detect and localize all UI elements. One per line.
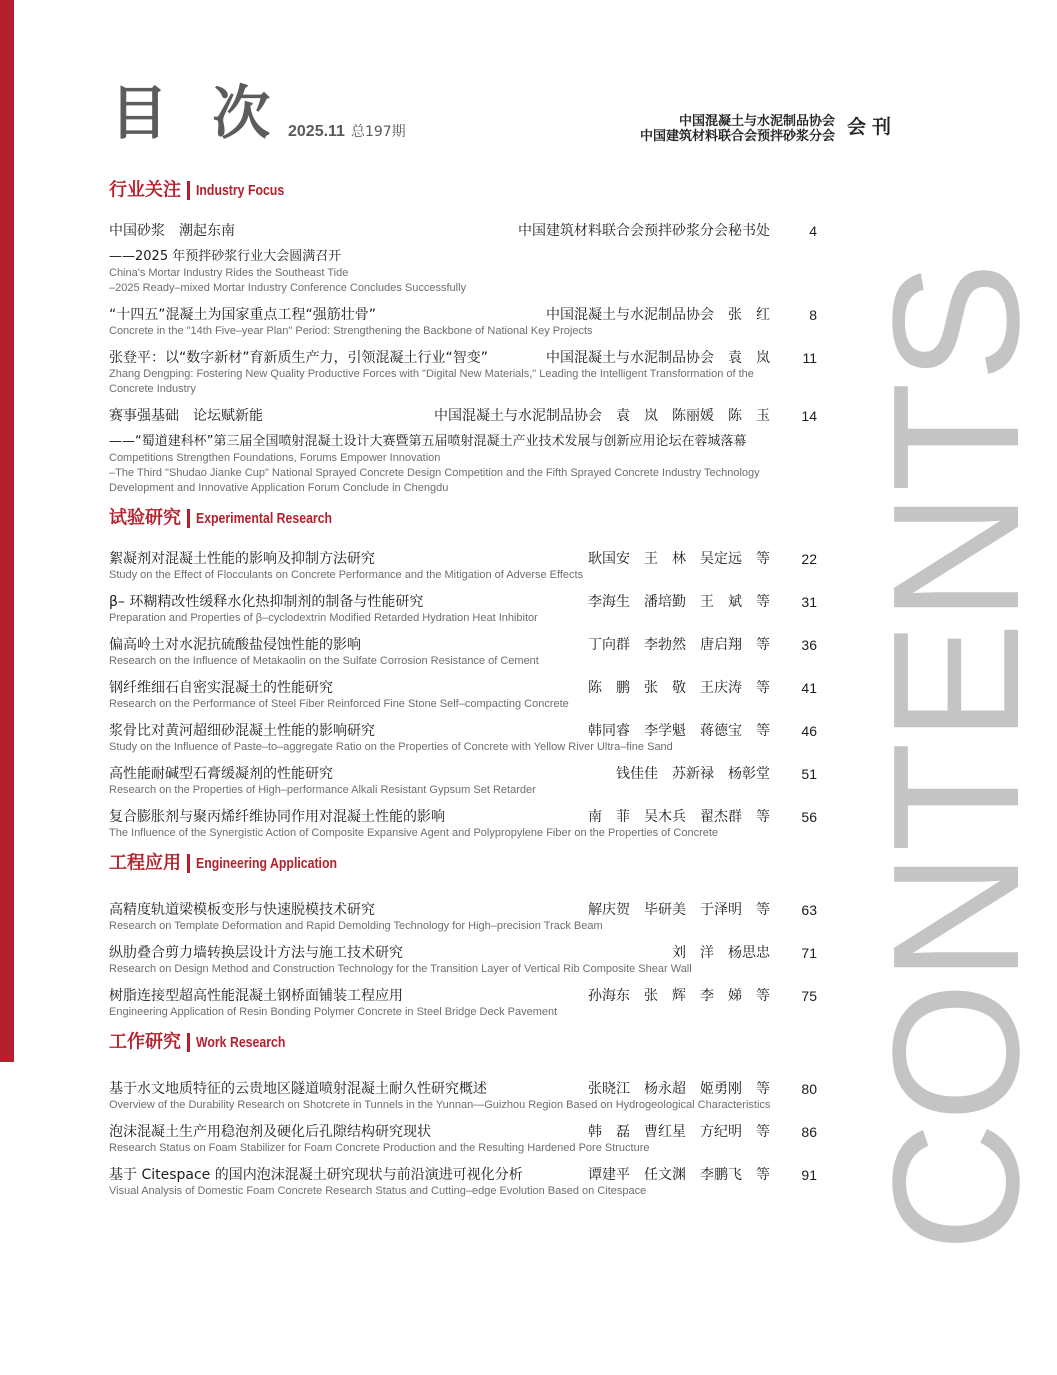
- article-title-row: [109, 1166, 817, 1184]
- publisher-line: 中国混凝土与水泥制品协会: [678, 113, 835, 128]
- article-title: 泡沫混凝土生产用稳泡剂及硬化后孔隙结构研究现状: [109, 1124, 431, 1140]
- article-authors: 中国混凝土与水泥制品协会 袁 岚 陈丽媛 陈 玉: [434, 408, 770, 424]
- article-title: 纵肋叠合剪力墙转换层设计方法与施工技术研究: [109, 945, 403, 961]
- article-entry: [109, 349, 817, 397]
- article-authors: 刘 洋 杨思忠: [672, 945, 770, 961]
- article-page-number: 41: [801, 680, 817, 696]
- article-title-en: Research on Design Method and Construction Technology for the Transition Layer of Vertical Rib Composite Shear Wall: [109, 963, 692, 975]
- article-title-en: The Influence of the Synergistic Action of Composite Expansive Agent and Polypropylene Fiber on the Properties of Concrete: [109, 827, 719, 839]
- article-page-number: 22: [801, 551, 817, 567]
- section-title-cn: 工作研究: [109, 1031, 181, 1053]
- article-page-number: 71: [801, 945, 817, 961]
- article-title-en: Visual Analysis of Domestic Foam Concrete Research Status and Cutting–edge Evolution Based on Citespace: [109, 1185, 647, 1197]
- toc-section: [109, 851, 817, 1020]
- article-title-row: [109, 987, 817, 1005]
- article-authors: 耿国安 王 林 吴定远 等: [588, 551, 770, 567]
- section-title-cn: 行业关注: [109, 179, 181, 201]
- section-divider: [187, 854, 190, 873]
- article-entry: [109, 901, 817, 934]
- article-entry: [109, 550, 817, 583]
- article-entry: [109, 1166, 817, 1199]
- article-page-number: 11: [802, 350, 817, 366]
- article-page-number: 31: [801, 594, 817, 610]
- issue-info: [288, 121, 406, 142]
- table-of-contents: [109, 178, 817, 1209]
- article-authors: 中国混凝土与水泥制品协会 袁 岚: [546, 350, 770, 366]
- issue-date: 2025.11: [288, 123, 345, 140]
- article-authors: 中国建筑材料联合会预拌砂浆分会秘书处: [518, 223, 770, 239]
- article-page-number: 86: [801, 1124, 817, 1140]
- article-authors: 孙海东 张 辉 李 娣 等: [588, 988, 770, 1004]
- article-title-row: [109, 1080, 817, 1098]
- article-title-row: [109, 808, 817, 826]
- article-title: 复合膨胀剂与聚丙烯纤维协同作用对混凝土性能的影响: [109, 809, 445, 825]
- article-title-row: [109, 349, 817, 367]
- article-title-row: [109, 222, 817, 240]
- article-authors: 韩同睿 李学魁 蒋德宝 等: [588, 723, 770, 739]
- article-title-row: [109, 593, 817, 611]
- article-page-number: 75: [801, 988, 817, 1004]
- article-title-row: [109, 1123, 817, 1141]
- article-title: 絮凝剂对混凝土性能的影响及抑制方法研究: [109, 551, 375, 567]
- article-title: 张登平：以“数字新材”育新质生产力，引领混凝土行业“智变”: [109, 350, 489, 366]
- article-title: 基于 Citespace 的国内泡沫混凝土研究现状与前沿演进可视化分析: [109, 1167, 523, 1183]
- article-entry: [109, 944, 817, 977]
- article-entry: [109, 636, 817, 669]
- section-title-en: Engineering Application: [196, 854, 338, 872]
- article-entry: [109, 222, 817, 296]
- article-entry: [109, 593, 817, 626]
- section-heading: [109, 1030, 817, 1054]
- article-title-en: Research on the Influence of Metakaolin on the Sulfate Corrosion Resistance of Cement: [109, 655, 539, 667]
- section-title-en: Experimental Research: [196, 509, 333, 527]
- article-title-row: [109, 765, 817, 783]
- section-divider: [187, 509, 190, 528]
- article-entry: [109, 987, 817, 1020]
- article-title: 基于水文地质特征的云贵地区隧道喷射混凝土耐久性研究概述: [109, 1081, 487, 1097]
- issue-number: 总197期: [350, 124, 406, 140]
- article-title-en: Research on the Performance of Steel Fiber Reinforced Fine Stone Self–compacting Concrete: [109, 698, 569, 710]
- article-title-en: Concrete in the "14th Five–year Plan" Period: Strengthening the Backbone of National Key Projects: [109, 325, 593, 337]
- article-title-row: [109, 550, 817, 568]
- section-title-en: Industry Focus: [196, 181, 285, 199]
- article-title: “十四五”混凝土为国家重点工程“强筋壮骨”: [109, 307, 377, 323]
- article-title-en: Study on the Influence of Paste–to–aggregate Ratio on the Properties of Concrete with Yellow River Ultra–fine Sand: [109, 741, 673, 753]
- section-divider: [187, 181, 190, 200]
- article-title-en: Preparation and Properties of β–cyclodextrin Modified Retarded Hydration Heat Inhibitor: [109, 612, 538, 624]
- article-title-row: [109, 636, 817, 654]
- article-title: β– 环糊精改性缓释水化热抑制剂的制备与性能研究: [109, 594, 424, 610]
- article-page-number: 8: [809, 307, 817, 323]
- article-title: 浆骨比对黄河超细砂混凝土性能的影响研究: [109, 723, 375, 739]
- article-title-row: [109, 944, 817, 962]
- article-page-number: 91: [801, 1167, 817, 1183]
- article-authors: 钱佳佳 苏新禄 杨彰堂: [616, 766, 770, 782]
- article-entry: [109, 808, 817, 841]
- article-entry: [109, 407, 817, 496]
- contents-title: 目 次: [110, 79, 283, 147]
- article-page-number: 63: [801, 902, 817, 918]
- article-page-number: 80: [801, 1081, 817, 1097]
- article-page-number: 4: [809, 223, 817, 239]
- article-page-number: 36: [801, 637, 817, 653]
- section-heading: [109, 178, 817, 202]
- article-page-number: 51: [801, 766, 817, 782]
- section-title-cn: 工程应用: [109, 852, 181, 874]
- section-title-cn: 试验研究: [109, 507, 181, 529]
- article-authors: 张晓江 杨永超 姬勇刚 等: [588, 1081, 770, 1097]
- article-title-en: Concrete Industry: [109, 383, 196, 395]
- toc-section: [109, 178, 817, 496]
- article-title-en: –2025 Ready–mixed Mortar Industry Conference Concludes Successfully: [109, 282, 467, 294]
- article-authors: 中国混凝土与水泥制品协会 张 红: [546, 307, 770, 323]
- article-title-row: [109, 306, 817, 324]
- section-heading: [109, 851, 817, 875]
- article-entry: [109, 722, 817, 755]
- article-entry: [109, 306, 817, 339]
- article-title-row: [109, 722, 817, 740]
- article-entry: [109, 679, 817, 712]
- article-authors: 陈 鹏 张 敬 王庆涛 等: [588, 680, 770, 696]
- article-title-en: China's Mortar Industry Rides the Southeast Tide: [109, 267, 349, 279]
- article-authors: 谭建平 任文渊 李鹏飞 等: [588, 1167, 770, 1183]
- article-title-en: –The Third "Shudao Jianke Cup" National Sprayed Concrete Design Competition and the Fifth Sprayed Concrete Industry Technology: [109, 467, 760, 479]
- toc-section: [109, 506, 817, 841]
- article-subtitle: ——“蜀道建科杯”第三届全国喷射混凝土设计大赛暨第五届喷射混凝土产业技术发展与创新应用论坛在蓉城落幕: [109, 434, 747, 449]
- article-page-number: 14: [801, 408, 817, 424]
- page-accent-bar: [0, 0, 14, 1062]
- article-authors: 韩 磊 曹红星 方纪明 等: [588, 1124, 770, 1140]
- section-title-en: Work Research: [196, 1033, 286, 1051]
- publisher-block: [640, 113, 835, 143]
- article-authors: 丁向群 李勃然 唐启翔 等: [588, 637, 770, 653]
- article-title: 赛事强基础 论坛赋新能: [109, 408, 263, 424]
- article-title-en: Competitions Strengthen Foundations, Forums Empower Innovation: [109, 452, 441, 464]
- article-title-en: Study on the Effect of Flocculants on Concrete Performance and the Mitigation of Adverse Effects: [109, 569, 584, 581]
- article-title-en: Engineering Application of Resin Bonding Polymer Concrete in Steel Bridge Deck Pavement: [109, 1006, 558, 1018]
- article-title: 树脂连接型超高性能混凝土钢桥面铺装工程应用: [109, 988, 403, 1004]
- article-title-en: Development and Innovative Application Forum Conclude in Chengdu: [109, 482, 449, 494]
- contents-watermark: CONTENTS: [856, 262, 1057, 1252]
- article-authors: 南 菲 吴木兵 翟杰群 等: [588, 809, 770, 825]
- article-subtitle: ——2025 年预拌砂浆行业大会圆满召开: [109, 249, 342, 264]
- journal-label: 会刊: [847, 117, 898, 138]
- article-authors: 解庆贺 毕研美 于泽明 等: [588, 902, 770, 918]
- article-entry: [109, 1080, 817, 1113]
- article-title-row: [109, 901, 817, 919]
- section-divider: [187, 1033, 190, 1052]
- article-page-number: 46: [801, 723, 817, 739]
- article-authors: 李海生 潘培勤 王 斌 等: [588, 594, 770, 610]
- article-entry: [109, 1123, 817, 1156]
- section-heading: [109, 506, 817, 530]
- article-title-row: [109, 679, 817, 697]
- publisher-line: 中国建筑材料联合会预拌砂浆分会: [639, 128, 835, 143]
- article-title: 高性能耐碱型石膏缓凝剂的性能研究: [109, 766, 333, 782]
- article-entry: [109, 765, 817, 798]
- article-title: 中国砂浆 潮起东南: [109, 223, 235, 239]
- article-title-en: Research Status on Foam Stabilizer for Foam Concrete Production and the Resulting Hardened Pore Structure: [109, 1142, 650, 1154]
- toc-section: [109, 1030, 817, 1199]
- article-title: 偏高岭土对水泥抗硫酸盐侵蚀性能的影响: [109, 637, 361, 653]
- article-title-en: Overview of the Durability Research on Shotcrete in Tunnels in the Yunnan—Guizhou Region Based on Hydrogeological Characteristics: [109, 1099, 771, 1111]
- article-title-en: Research on the Properties of High–performance Alkali Resistant Gypsum Set Retarder: [109, 784, 536, 796]
- article-title: 高精度轨道梁模板变形与快速脱模技术研究: [109, 902, 375, 918]
- article-title-en: Research on Template Deformation and Rapid Demolding Technology for High–precision Track Beam: [109, 920, 603, 932]
- article-page-number: 56: [801, 809, 817, 825]
- article-title-row: [109, 407, 817, 425]
- article-title: 钢纤维细石自密实混凝土的性能研究: [109, 680, 333, 696]
- article-title-en: Zhang Dengping: Fostering New Quality Productive Forces with "Digital New Materials," Leading the Intelligent Transformation of the: [109, 368, 754, 380]
